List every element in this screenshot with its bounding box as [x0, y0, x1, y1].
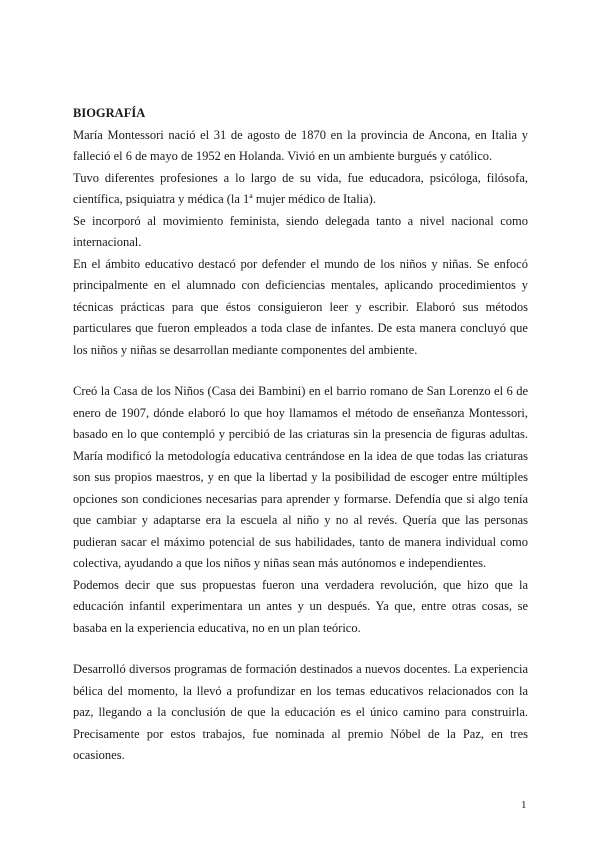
paragraph-spacer — [73, 361, 528, 381]
paragraph-birth: María Montessori nació el 31 de agosto de 1870 en la provincia de Ancona, en Italia y falleció el 6 de mayo de 1952 en Holanda. Vivió en un ambiente burgués y católico. — [73, 127, 528, 163]
paragraph-teacher-programs: Desarrolló diversos programas de formación destinados a nuevos docentes. La experiencia bélica del momento, la llevó a profundizar en los temas educativos relacionados con la paz, llegando a la conclusión de que la educación es el único camino para construirla. Precisamente por estos trabajos, fue nominada al premio Nóbel de la Paz, en tres ocasiones. — [73, 662, 528, 762]
paragraph-feminism: Se incorporó al movimiento feminista, siendo delegada tanto a nivel nacional como internacional. — [73, 213, 528, 249]
paragraph-revolution: Podemos decir que sus propuestas fueron una verdadera revolución, que hizo que la educación infantil experimentara un antes y un después. Ya que, entre otras cosas, se basaba en la experiencia educativa, no en un plan teórico. — [73, 577, 528, 635]
paragraph-casa-bambini: Creó la Casa de los Niños (Casa dei Bambini) en el barrio romano de San Lorenzo el 6 de enero de 1907, dónde elaboró lo que hoy llamamos el método de enseñanza Montessori, basado en lo que contempló y percibió de las criaturas sin la presencia de figuras adultas. María modificó la metodología educativa centrándose en la idea de que todas las criaturas son sus propios maestros, y en que la libertad y la posibilidad de escoger entre múltiples opciones son condiciones necesarias para aprender y formarse. Defendía que si algo tenía que cambiar y adaptarse era la escuela al niño y no al revés. Quería que las personas pudieran sacar el máximo potencial de sus habilidades, tanto de manera individual como colectiva, ayudando a que los niños y niñas sean más autónomos e independientes. — [73, 384, 528, 570]
paragraph-spacer — [73, 639, 528, 659]
paragraph-professions: Tuvo diferentes profesiones a lo largo de su vida, fue educadora, psicóloga, filósofa, científica, psiquiatra y médica (la 1ª mujer médico de Italia). — [73, 170, 528, 206]
page-number: 1 — [521, 799, 527, 811]
paragraph-education: En el ámbito educativo destacó por defender el mundo de los niños y niñas. Se enfocó principalmente en el alumnado con deficiencias mentales, aplicando procedimientos y técnicas prácticas para que éstos consiguieron leer y escribir. Elaboró sus métodos particulares que fueron empleados a toda clase de infantes. De esta manera concluyó que los niños y niñas se desarrollan mediante componentes del ambiente. — [73, 256, 528, 357]
page-title: BIOGRAFÍA — [73, 106, 146, 120]
document-body — [73, 103, 528, 767]
